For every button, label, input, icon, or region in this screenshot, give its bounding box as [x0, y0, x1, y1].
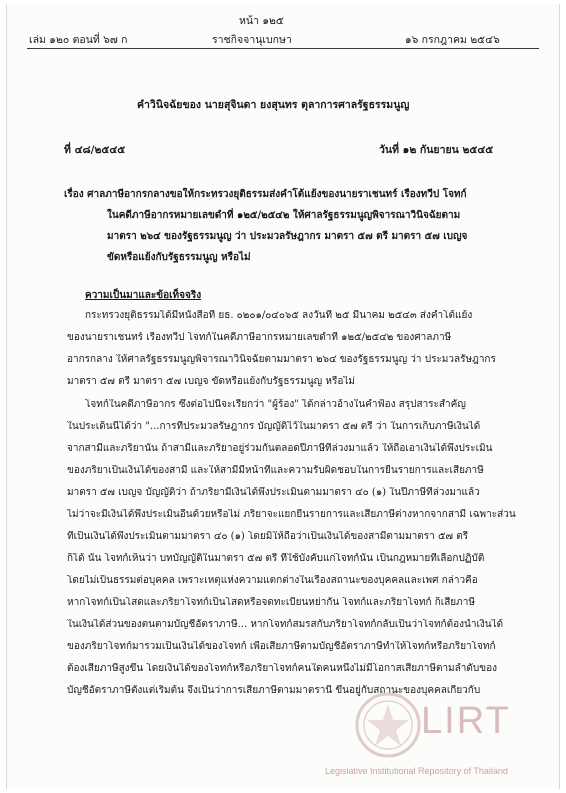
- body-line: ในเงินได้ส่วนของตนตามบัญชีอัตราภาษี... หากโจทก์สมรสกับภริยาโจทก์กลับเป็นว่าโจทก์ต้องนำเงินได้: [67, 619, 504, 630]
- body-line: อากรกลาง ให้ศาลรัฐธรรมนูญพิจารณาวินิจฉัยตามมาตรา ๒๖๔ ของรัฐธรรมนูญ ว่า ประมวลรัษฎากร: [67, 354, 496, 365]
- body-line: ของภริยาโจทก์มารวมเป็นเงินได้ของโจทก์ เพื่อเสียภาษีตามบัญชีอัตราภาษีทำให้โจทก์หรือภริยาโจทก์: [67, 641, 496, 652]
- body-line: หากโจทก์เป็นโสดและภริยาโจทก์เป็นโสดหรือจดทะเบียนหย่ากัน โจทก์และภริยาโจทก์ ก็เสียภาษี: [67, 597, 475, 608]
- body-line: ก็ได้ นั้น โจทก์เห็นว่า บทบัญญัติในมาตรา ๕๗ ตรี ที่ใช้บังคับแก่โจทก์นั้น เป็นกฎหมายที่เลือกปฏิบัติ: [67, 553, 485, 564]
- body-line: มาตรา ๕๗ เบญจ บัญญัติว่า ถ้าภริยามีเงินได้พึงประเมินตามมาตรา ๔๐ (๑) ในปีภาษีที่ล่วงมาแล้ว: [67, 487, 480, 498]
- body-line: โดยไม่เป็นธรรมต่อบุคคล เพราะเหตุแห่งความแตกต่างในเรื่องสถานะของบุคคลและเพศ กล่าวคือ: [67, 575, 478, 586]
- body-line: กระทรวงยุติธรรมได้มีหนังสือที่ ยธ. ๐๒๐๑/๐๔๐๖๕ ลงวันที่ ๒๕ มีนาคม ๒๕๔๓ ส่งคำโต้แย้ง: [85, 310, 473, 321]
- body-line: ในประเด็นนี้ได้ว่า "...การที่ประมวลรัษฎากร บัญญัติไว้ในมาตรา ๕๗ ตรี ว่า ในการเก็บภาษีเงินได้: [67, 421, 481, 432]
- lirt-watermark: [325, 672, 555, 784]
- gazette-date: ๑๖ กรกฎาคม ๒๕๔๖: [405, 34, 500, 46]
- case-date: วันที่ ๑๒ กันยายน ๒๕๔๕: [379, 144, 494, 156]
- body-line: ของนายราเชนทร์ เรืองทวีป โจทก์ในคดีภาษีอากรหมายเลขดำที่ ๑๒๕/๒๕๔๒ ของศาลภาษี: [67, 332, 452, 343]
- watermark-logo-text: LIRT: [421, 700, 511, 742]
- body-line: ที่เป็นเงินได้พึงประเมินตามมาตรา ๔๐ (๑) โดยมิให้ถือว่าเป็นเงินได้ของสามีตามมาตรา ๕๗ ตรี: [67, 531, 469, 542]
- body-line: บัญชีอัตราภาษีตั้งแต่เริ่มต้น จึงเป็นว่าการเสียภาษีตามมาตรานี้ ขึ้นอยู่กับสถานะของบุคคลเกี่ยวกับ: [67, 685, 481, 696]
- body-line: ไม่ว่าจะมีเงินได้พึงประเมินอื่นด้วยหรือไม่ ภริยาจะแยกยื่นรายการและเสียภาษีต่างหากจากสามี เฉพาะส่วน: [67, 509, 516, 520]
- gazette-name: ราชกิจจานุเบกษา: [212, 34, 292, 46]
- subject-line: มาตรา ๒๖๔ ของรัฐธรรมนูญ ว่า ประมวลรัษฎากร มาตรา ๕๗ ตรี มาตรา ๕๗ เบญจ: [107, 231, 468, 242]
- header-rule: [27, 48, 539, 49]
- watermark-caption: Legislative Institutional Repository of Thailand: [325, 766, 508, 776]
- body-line: จากสามีและภริยานั้น ถ้าสามีและภริยาอยู่ร่วมกันตลอดปีภาษีที่ล่วงมาแล้ว ให้ถือเอาเงินได้พึงประเมิน: [67, 443, 493, 454]
- subject-line: ในคดีภาษีอากรหมายเลขดำที่ ๑๒๕/๒๕๔๒ ให้ศาลรัฐธรรมนูญพิจารณาวินิจฉัยตาม: [107, 210, 461, 221]
- body-line: มาตรา ๕๗ ตรี มาตรา ๕๗ เบญจ ขัดหรือแย้งกับรัฐธรรมนูญ หรือไม่: [67, 376, 355, 387]
- document-title: คำวินิจฉัยของ นายสุจินดา ยงสุนทร ตุลาการศาลรัฐธรรมนูญ: [137, 99, 410, 111]
- case-number: ที่ ๔๘/๒๕๔๕: [64, 144, 126, 156]
- body-line: ของภริยาเป็นเงินได้ของสามี และให้สามีมีหน้าที่และความรับผิดชอบในการยื่นรายการและเสียภาษี: [67, 465, 484, 476]
- subject-line: ขัดหรือแย้งกับรัฐธรรมนูญ หรือไม่: [107, 252, 251, 263]
- body-line: ต้องเสียภาษีสูงขึ้น โดยเงินได้ของโจทก์หรือภริยาโจทก์คนใดคนหนึ่งไม่มีโอกาสเสียภาษีตามลำดับของ: [67, 663, 497, 674]
- subject-line: เรื่อง ศาลภาษีอากรกลางขอให้กระทรวงยุติธรรมส่งคำโต้แย้งของนายราเชนทร์ เรืองทวีป โจทก์: [64, 189, 467, 200]
- seal-icon: [353, 690, 423, 760]
- gazette-volume: เล่ม ๑๒๐ ตอนที่ ๖๗ ก: [29, 34, 128, 46]
- body-line: โจทก์ในคดีภาษีอากร ซึ่งต่อไปนี้จะเรียกว่า "ผู้ร้อง" ได้กล่าวอ้างในคำฟ้อง สรุปสาระสำคัญ: [85, 399, 466, 410]
- document-page: [6, 4, 560, 789]
- page-number: หน้า ๑๒๕: [239, 15, 284, 27]
- section-heading: ความเป็นมาและข้อเท็จจริง: [85, 290, 202, 301]
